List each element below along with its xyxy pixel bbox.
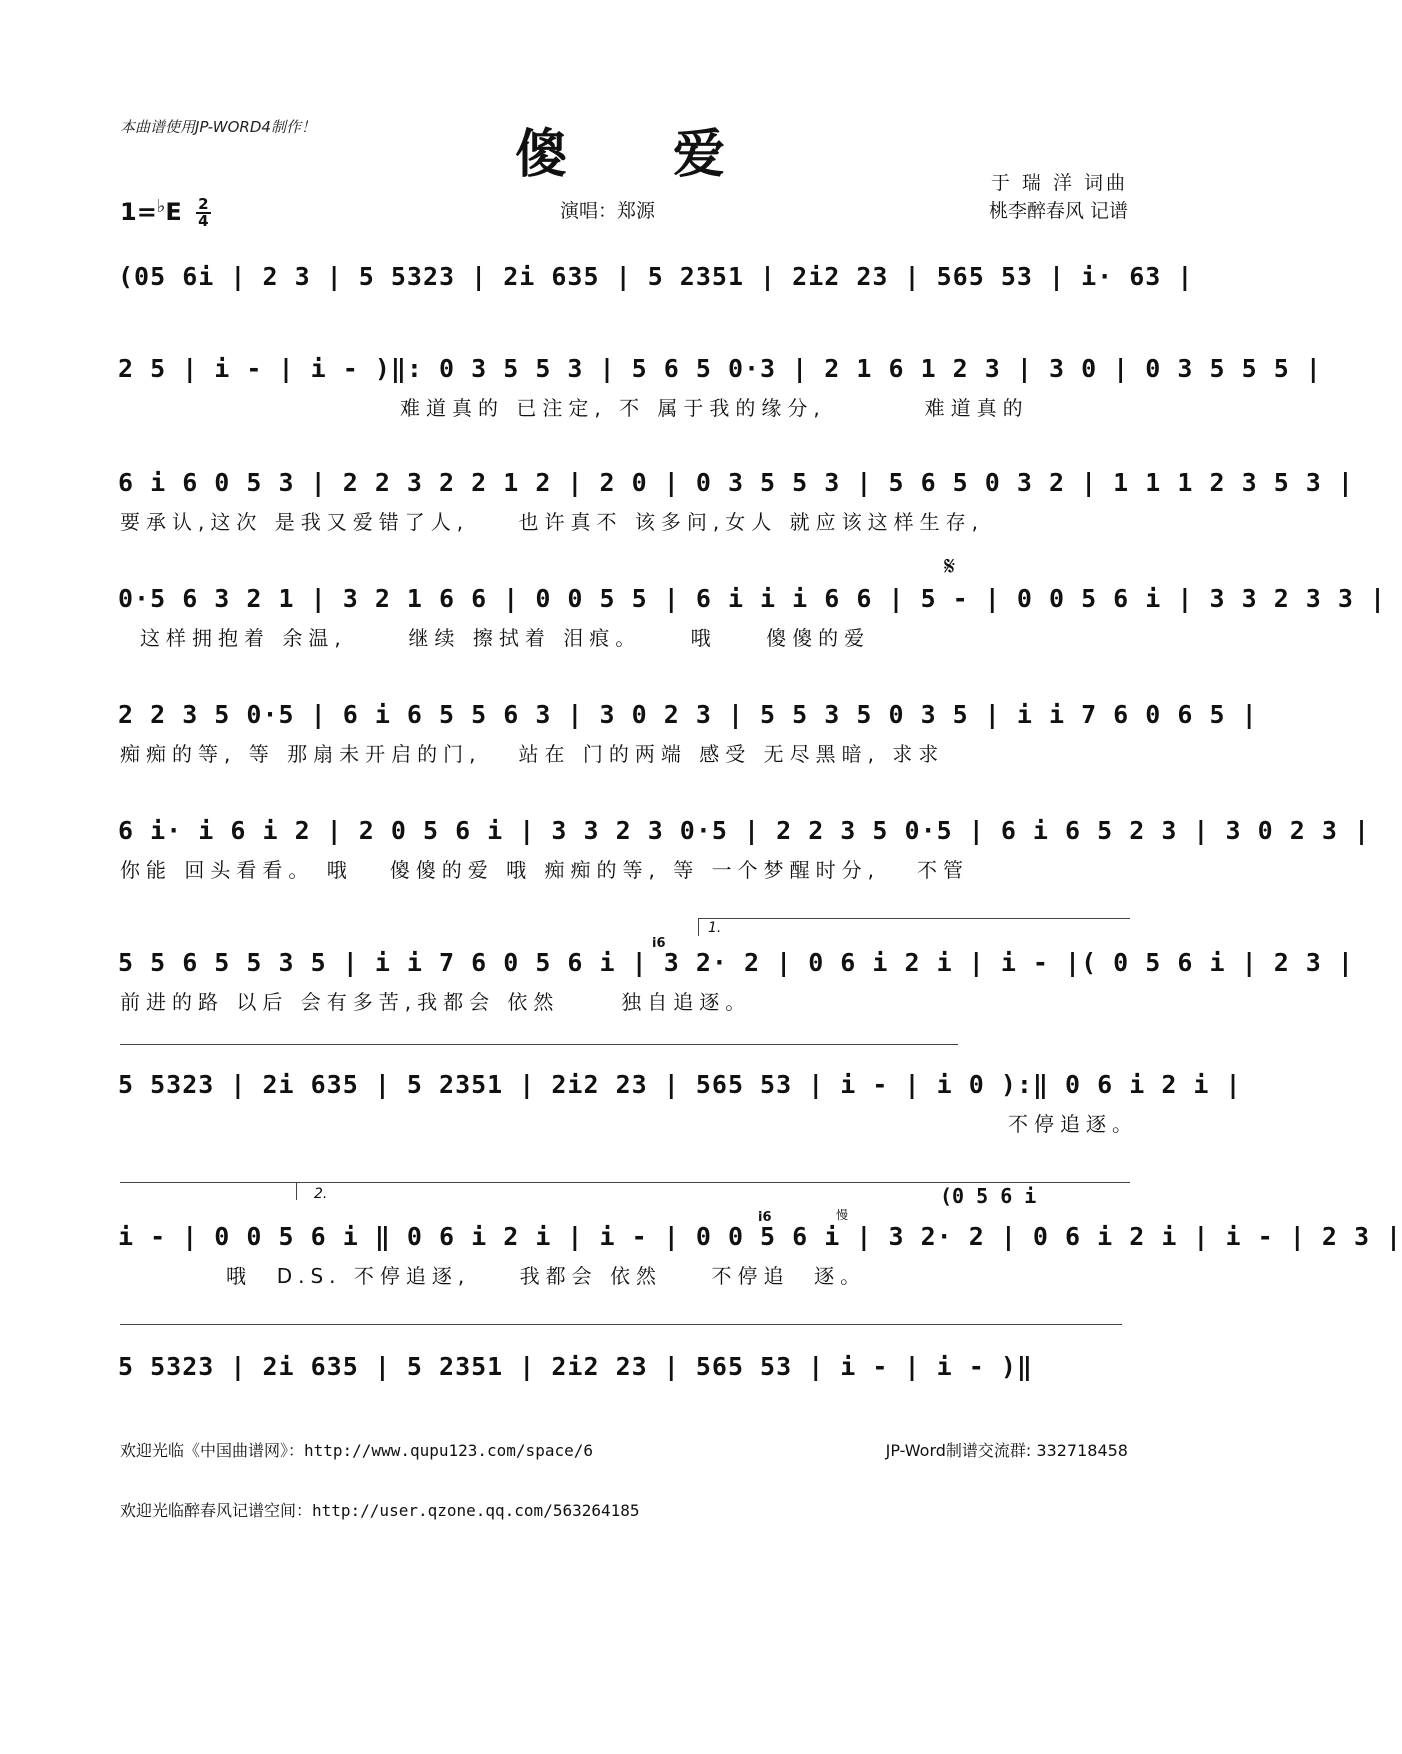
tempo-slow-mark: 慢 [836, 1208, 849, 1222]
key-prefix: 1= [120, 198, 157, 226]
composer: 于 瑞 洋 词曲 [990, 172, 1128, 194]
score-system-10 [118, 1352, 1128, 1442]
notation-line: 6 i 6 0 5 3 | 2 2 3 2 2 1 2 | 2 0 | 0 3 5 5 3 | 5 6 5 0 3 2 | 1 1 1 2 3 5 3 | [118, 468, 1354, 497]
time-signature [196, 197, 210, 229]
volta-1-continuation [120, 1044, 958, 1045]
notation-line: 5 5323 | 2i 635 | 5 2351 | 2i2 23 | 565 53 | i - | i - )‖ [118, 1352, 1033, 1381]
score-system-5 [118, 700, 1258, 790]
bracketed-notes: (0 5 6 i [940, 1184, 1037, 1208]
singer: 演唱：郑源 [560, 200, 656, 222]
score-system-7 [118, 948, 1354, 1038]
volta-1-bracket-edge [698, 918, 699, 936]
grace-note: i6 [652, 936, 666, 951]
score-system-1 [118, 262, 1194, 352]
footer-site-link[interactable]: 欢迎光临《中国曲谱网》：http://www.qupu123.com/space/6 [120, 1441, 593, 1460]
score-system-3 [118, 468, 1354, 558]
grace-note: i6 [758, 1210, 772, 1225]
notation-line: 5 5 6 5 5 3 5 | i i 7 6 0 5 6 i | 3 2· 2 | 0 6 i 2 i | i - |( 0 5 6 i | 2 3 | [118, 948, 1354, 977]
lyric-line: 痴痴的等, 等 那扇未开启的门, 站在 门的两端 感受 无尽黑暗, 求求 [120, 742, 945, 766]
volta-2-label: 2. [314, 1186, 328, 1202]
score-system-4 [118, 584, 1387, 674]
lyric-line: 前进的路 以后 会有多苦,我都会 依然 独自追逐。 [120, 990, 752, 1014]
flat-symbol: ♭ [156, 196, 166, 217]
notation-line: 5 5323 | 2i 635 | 5 2351 | 2i2 23 | 565 53 | i - | i 0 ):‖ 0 6 i 2 i | [118, 1070, 1242, 1099]
footer-group-info: JP-Word制谱交流群: 332718458 [885, 1441, 1128, 1460]
footer-qzone-link[interactable]: 欢迎光临醉春风记谱空间：http://user.qzone.qq.com/563264185 [120, 1501, 640, 1520]
notation-line: 2 2 3 5 0·5 | 6 i 6 5 5 6 3 | 3 0 2 3 | 5 5 3 5 0 3 5 | i i 7 6 0 6 5 | [118, 700, 1258, 729]
lyric-line: 不停追逐。 [1008, 1112, 1138, 1136]
lyric-line: 哦 D.S. 不停追逐, 我都会 依然 不停追 逐。 [226, 1264, 867, 1288]
notation-line: i - | 0 0 5 6 i ‖ 0 6 i 2 i | i - | 0 0 5 6 i | 3 2· 2 | 0 6 i 2 i | i - | 2 3 | [118, 1222, 1402, 1251]
score-system-2 [118, 354, 1322, 444]
final-phrase-bracket [120, 1324, 1122, 1325]
arranger: 桃李醉春风 记谱 [988, 200, 1128, 222]
time-signature-top: 2 [198, 195, 209, 213]
segno-sign: 𝄋 [944, 552, 956, 582]
key-note: E [165, 198, 182, 226]
software-credit: 本曲谱使用JP-WORD4制作！ [120, 118, 316, 136]
score-system-9 [118, 1222, 1402, 1312]
lyric-line: 你能 回头看看。 哦 傻傻的爱 哦 痴痴的等, 等 一个梦醒时分, 不管 [120, 858, 970, 882]
volta-1-label: 1. [708, 920, 722, 936]
key-signature [120, 196, 211, 229]
song-title: 傻 爱 [514, 124, 770, 185]
score-system-8 [118, 1070, 1242, 1160]
volta-2-bracket [120, 1182, 1130, 1183]
notation-line: (05 6i | 2 3 | 5 5323 | 2i 635 | 5 2351 | 2i2 23 | 565 53 | i· 63 | [118, 262, 1194, 291]
lyric-line: 难道真的 已注定, 不 属于我的缘分, 难道真的 [400, 396, 1029, 420]
notation-line: 0·5 6 3 2 1 | 3 2 1 6 6 | 0 0 5 5 | 6 i i i 6 6 | 5 - | 0 0 5 6 i | 3 3 2 3 3 | [118, 584, 1387, 613]
volta-1-bracket [698, 918, 1130, 919]
score-system-6 [118, 816, 1370, 906]
lyric-line: 这样拥抱着 余温, 继续 擦拭着 泪痕。 哦 傻傻的爱 [140, 626, 871, 650]
notation-line: 6 i· i 6 i 2 | 2 0 5 6 i | 3 3 2 3 0·5 | 2 2 3 5 0·5 | 6 i 6 5 2 3 | 3 0 2 3 | [118, 816, 1370, 845]
notation-line: 2 5 | i - | i - )‖: 0 3 5 5 3 | 5 6 5 0·3 | 2 1 6 1 2 3 | 3 0 | 0 3 5 5 5 | [118, 354, 1322, 383]
volta-2-bracket-edge [296, 1182, 297, 1200]
lyric-line: 要承认,这次 是我又爱错了人, 也许真不 该多问,女人 就应该这样生存, [120, 510, 984, 534]
time-signature-bottom: 4 [198, 212, 209, 230]
